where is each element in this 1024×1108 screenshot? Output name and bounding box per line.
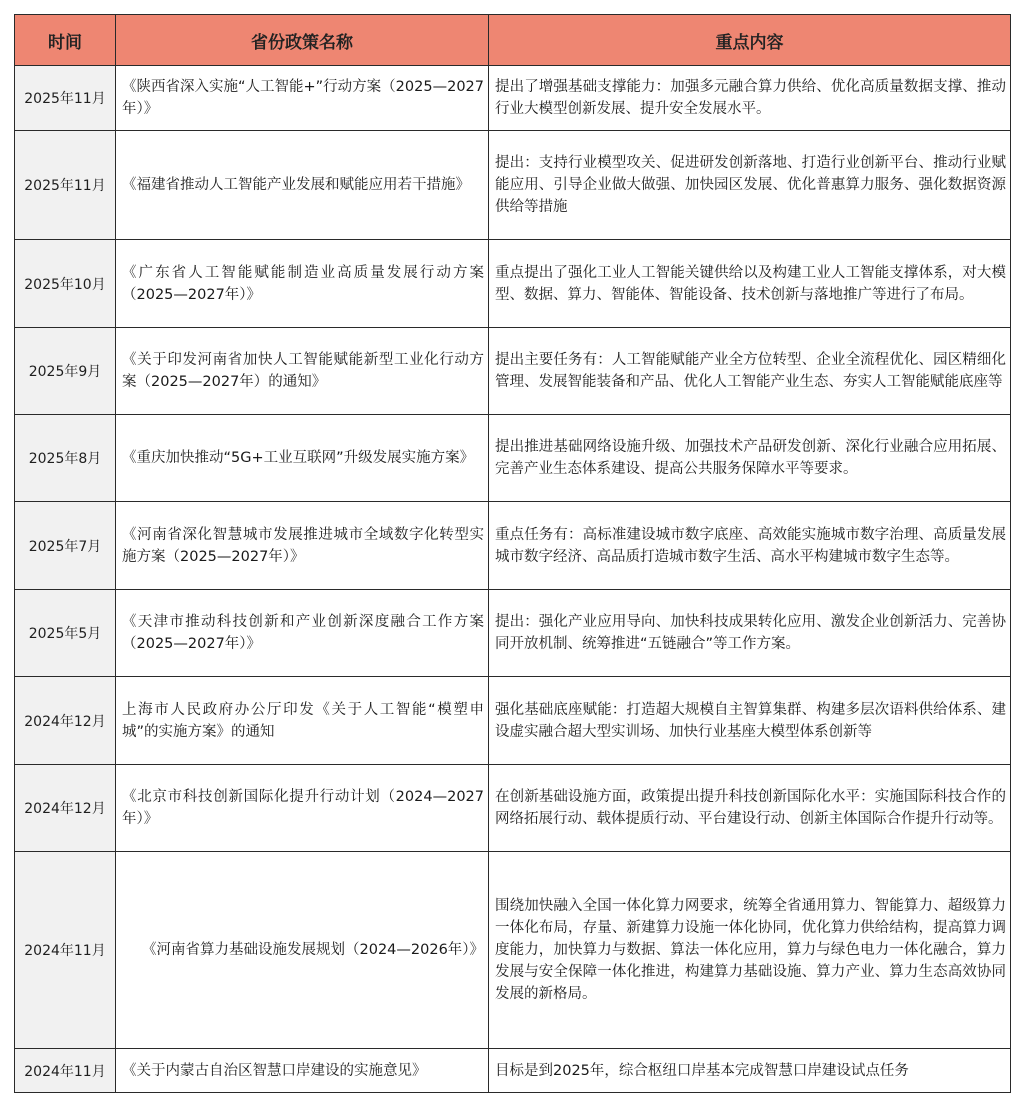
table-row <box>15 66 1011 131</box>
row-key-content: 围绕加快融入全国一体化算力网要求，统筹全省通用算力、智能算力、超级算力一体化布局，存量、新建算力设施一体化协同，优化算力供给结构，提高算力调度能力，加快算力与数据、算法一体化应用，算力与绿色电力一体化融合，算力发展与安全保障一体化推进，构建算力基础设施、算力产业、算力生态高效协同发展的新格局。 <box>489 852 1011 1049</box>
row-time: 2025年11月 <box>15 66 116 131</box>
row-key-content: 提出主要任务有：人工智能赋能产业全方位转型、企业全流程优化、园区精细化管理、发展智能装备和产品、优化人工智能产业生态、夯实人工智能赋能底座等 <box>489 328 1011 415</box>
row-key-content: 重点任务有：高标准建设城市数字底座、高效能实施城市数字治理、高质量发展城市数字经济、高品质打造城市数字生活、高水平构建城市数字生态等。 <box>489 502 1011 590</box>
row-key-content: 重点提出了强化工业人工智能关键供给以及构建工业人工智能支撑体系，对大模型、数据、算力、智能体、智能设备、技术创新与落地推广等进行了布局。 <box>489 240 1011 328</box>
table-row <box>15 131 1011 240</box>
row-policy-name: 《关于内蒙古自治区智慧口岸建设的实施意见》 <box>116 1049 489 1093</box>
row-policy-name: 《福建省推动人工智能产业发展和赋能应用若干措施》 <box>116 131 489 240</box>
table-row <box>15 590 1011 677</box>
table-row <box>15 415 1011 502</box>
row-time: 2024年11月 <box>15 852 116 1049</box>
table-row <box>15 328 1011 415</box>
row-time: 2025年11月 <box>15 131 116 240</box>
table-row <box>15 852 1011 1049</box>
row-time: 2025年9月 <box>15 328 116 415</box>
table-row <box>15 677 1011 765</box>
row-time: 2024年12月 <box>15 765 116 852</box>
table-row <box>15 502 1011 590</box>
row-policy-name: 《陕西省深入实施“人工智能+”行动方案（2025—2027年）》 <box>116 66 489 131</box>
header-policy-name: 省份政策名称 <box>116 15 489 66</box>
table-row <box>15 1049 1011 1093</box>
row-policy-name: 《河南省算力基础设施发展规划（2024—2026年）》 <box>116 852 489 1049</box>
row-time: 2025年8月 <box>15 415 116 502</box>
table-row <box>15 765 1011 852</box>
row-policy-name: 上海市人民政府办公厅印发《关于人工智能“模塑申城”的实施方案》的通知 <box>116 677 489 765</box>
row-key-content: 提出：支持行业模型攻关、促进研发创新落地、打造行业创新平台、推动行业赋能应用、引导企业做大做强、加快园区发展、优化普惠算力服务、强化数据资源供给等措施 <box>489 131 1011 240</box>
row-key-content: 目标是到2025年，综合枢纽口岸基本完成智慧口岸建设试点任务 <box>489 1049 1011 1093</box>
row-time: 2024年12月 <box>15 677 116 765</box>
row-key-content: 提出了增强基础支撑能力：加强多元融合算力供给、优化高质量数据支撑、推动行业大模型创新发展、提升安全发展水平。 <box>489 66 1011 131</box>
row-time: 2025年10月 <box>15 240 116 328</box>
row-key-content: 提出推进基础网络设施升级、加强技术产品研发创新、深化行业融合应用拓展、完善产业生态体系建设、提高公共服务保障水平等要求。 <box>489 415 1011 502</box>
header-key-content: 重点内容 <box>489 15 1011 66</box>
header-row <box>15 15 1011 66</box>
row-policy-name: 《天津市推动科技创新和产业创新深度融合工作方案（2025—2027年）》 <box>116 590 489 677</box>
row-time: 2025年5月 <box>15 590 116 677</box>
table-row <box>15 240 1011 328</box>
row-key-content: 强化基础底座赋能：打造超大规模自主智算集群、构建多层次语料供给体系、建设虚实融合超大型实训场、加快行业基座大模型体系创新等 <box>489 677 1011 765</box>
row-key-content: 提出：强化产业应用导向、加快科技成果转化应用、激发企业创新活力、完善协同开放机制、统筹推进“五链融合”等工作方案。 <box>489 590 1011 677</box>
policy-table <box>14 14 1011 1093</box>
row-policy-name: 《广东省人工智能赋能制造业高质量发展行动方案（2025—2027年）》 <box>116 240 489 328</box>
row-policy-name: 《重庆加快推动“5G+工业互联网”升级发展实施方案》 <box>116 415 489 502</box>
row-time: 2024年11月 <box>15 1049 116 1093</box>
row-time: 2025年7月 <box>15 502 116 590</box>
row-policy-name: 《北京市科技创新国际化提升行动计划（2024—2027年）》 <box>116 765 489 852</box>
header-time: 时间 <box>15 15 116 66</box>
row-policy-name: 《河南省深化智慧城市发展推进城市全域数字化转型实施方案（2025—2027年）》 <box>116 502 489 590</box>
row-key-content: 在创新基础设施方面，政策提出提升科技创新国际化水平：实施国际科技合作的网络拓展行动、载体提质行动、平台建设行动、创新主体国际合作提升行动等。 <box>489 765 1011 852</box>
row-policy-name: 《关于印发河南省加快人工智能赋能新型工业化行动方案（2025—2027年）的通知》 <box>116 328 489 415</box>
